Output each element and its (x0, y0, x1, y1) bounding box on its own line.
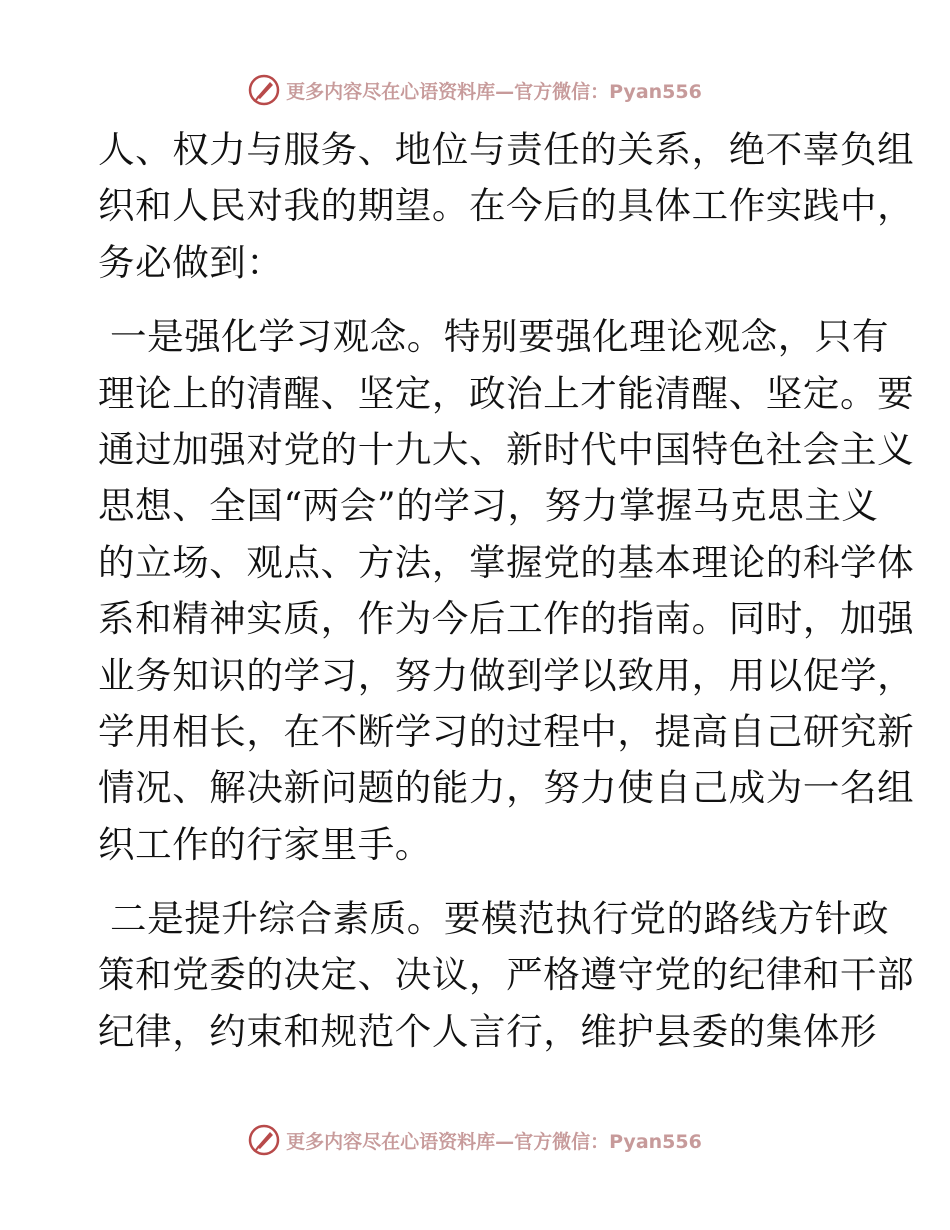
footer-watermark (0, 1120, 950, 1160)
red-quill-logo-icon (248, 74, 280, 106)
header-watermark (0, 70, 950, 110)
text-line: 一是强化学习观念。特别要强化理论观念，只有 (110, 315, 890, 359)
text-line: 人、权力与服务、地位与责任的关系，绝不辜负组 (98, 128, 915, 171)
header-watermark-text: 更多内容尽在心语资料库—官方微信：Pyan556 (286, 80, 702, 103)
text-line: 业务知识的学习，努力做到学以致用，用以促学， (98, 653, 915, 697)
text-line: 思想、全国“两会”的学习，努力掌握马克思主义 (98, 484, 879, 528)
text-line: 的立场、观点、方法，掌握党的基本理论的科学体 (98, 540, 915, 584)
paragraph-1 (98, 122, 915, 291)
paragraph-3 (98, 891, 915, 1060)
text-line: 纪律，约束和规范个人言行，维护县委的集体形 (98, 1009, 878, 1053)
red-quill-logo-icon (248, 1124, 280, 1156)
text-line: 二是提升综合素质。要模范执行党的路线方针政 (110, 897, 890, 941)
paragraph-2 (98, 309, 915, 873)
text-line: 系和精神实质，作为今后工作的指南。同时，加强 (98, 597, 915, 641)
text-line: 策和党委的决定、决议，严格遵守党的纪律和干部 (98, 953, 915, 997)
text-line: 理论上的清醒、坚定，政治上才能清醒、坚定。要 (98, 371, 915, 415)
text-line: 织和人民对我的期望。在今后的具体工作实践中， (98, 184, 915, 228)
text-line: 情况、解决新问题的能力，努力使自己成为一名组 (98, 766, 915, 810)
document-body (98, 122, 915, 1060)
text-line: 学用相长，在不断学习的过程中，提高自己研究新 (98, 709, 915, 753)
text-line: 织工作的行家里手。 (98, 822, 432, 866)
text-line: 务必做到： (98, 240, 284, 284)
text-line: 通过加强对党的十九大、新时代中国特色社会主义 (98, 427, 915, 471)
footer-watermark-text: 更多内容尽在心语资料库—官方微信：Pyan556 (286, 1130, 702, 1153)
